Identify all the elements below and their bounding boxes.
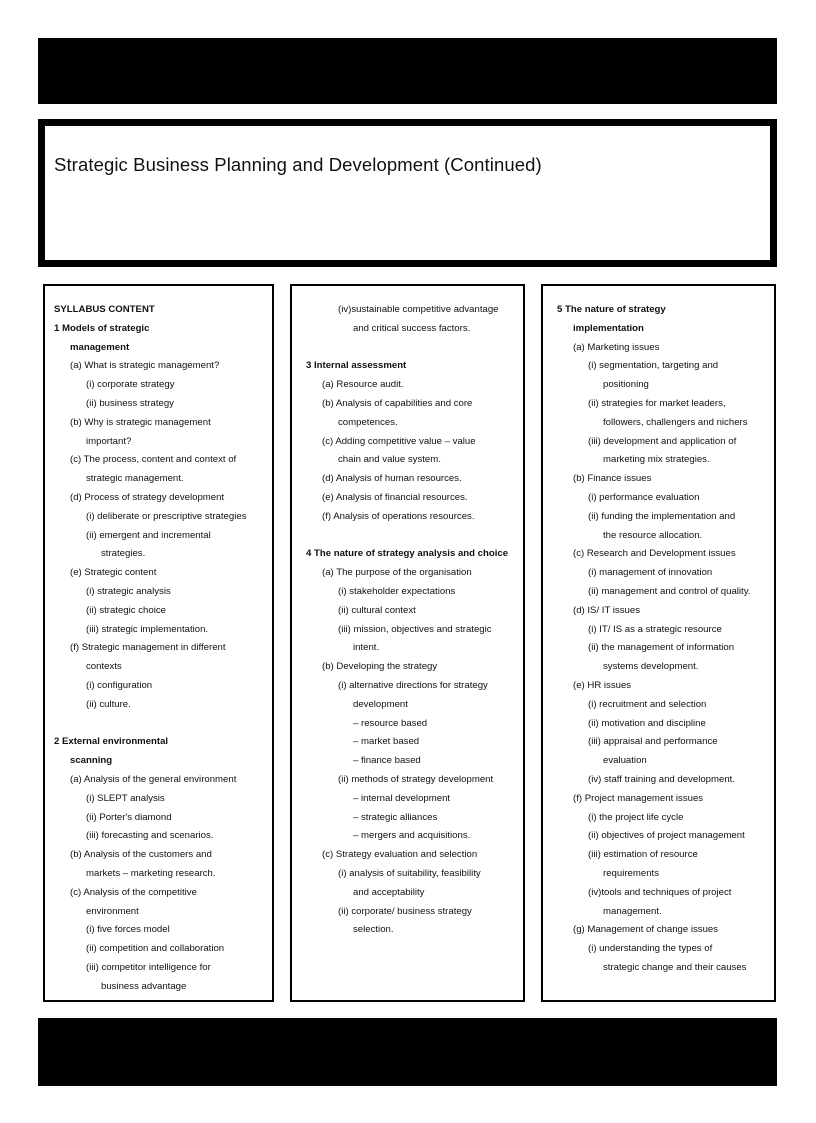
syllabus-line: (ii) management and control of quality.: [588, 585, 751, 597]
syllabus-line: (i) performance evaluation: [588, 491, 700, 503]
syllabus-line: (ii) business strategy: [86, 397, 174, 409]
section-heading: 4 The nature of strategy analysis and choice: [306, 548, 509, 560]
syllabus-line: business advantage: [101, 980, 187, 992]
syllabus-line: (c) Analysis of the competitive: [70, 886, 197, 898]
syllabus-line: – strategic alliances: [353, 811, 438, 823]
syllabus-line: (iv)tools and techniques of project: [588, 886, 732, 898]
syllabus-line: (b) Analysis of capabilities and core: [322, 397, 473, 409]
syllabus-column-3: [541, 284, 776, 1002]
syllabus-line: (ii) objectives of project management: [588, 830, 745, 842]
syllabus-line: (c) Research and Development issues: [573, 548, 736, 560]
syllabus-column-2: [290, 284, 525, 1002]
syllabus-line: evaluation: [603, 755, 647, 767]
syllabus-line: (i) five forces model: [86, 924, 170, 936]
syllabus-line: (e) Strategic content: [70, 567, 157, 579]
syllabus-line: (ii) corporate/ business strategy: [338, 905, 472, 917]
syllabus-line: markets – marketing research.: [86, 867, 216, 879]
syllabus-line: – resource based: [353, 717, 428, 729]
syllabus-line: and acceptability: [353, 886, 425, 898]
syllabus-line: (a) What is strategic management?: [70, 360, 220, 372]
syllabus-line: the resource allocation.: [603, 529, 703, 541]
syllabus-line: (c) The process, content and context of: [70, 454, 237, 466]
syllabus-line: (iii) development and application of: [588, 435, 737, 447]
syllabus-line: (iii) appraisal and performance: [588, 736, 718, 748]
syllabus-line: competences.: [338, 416, 398, 428]
syllabus-line: (i) segmentation, targeting and: [588, 360, 719, 372]
page-title: Strategic Business Planning and Development (Continued): [54, 154, 542, 175]
syllabus-line: – finance based: [353, 755, 421, 767]
syllabus-line: (i) stakeholder expectations: [338, 585, 456, 597]
section-heading: 3 Internal assessment: [306, 360, 407, 372]
syllabus-line: positioning: [603, 379, 649, 391]
top-banner: [38, 38, 777, 104]
syllabus-line: (ii) funding the implementation and: [588, 510, 736, 522]
syllabus-line: (ii) methods of strategy development: [338, 773, 494, 785]
syllabus-line: (e) HR issues: [573, 679, 632, 691]
syllabus-line: (ii) strategies for market leaders,: [588, 397, 726, 409]
syllabus-line: (ii) culture.: [86, 698, 131, 710]
syllabus-line: – market based: [353, 736, 420, 748]
syllabus-line: (b) Why is strategic management: [70, 416, 211, 428]
syllabus-line: (ii) Porter's diamond: [86, 811, 172, 823]
syllabus-line: – mergers and acquisitions.: [353, 830, 471, 842]
title-box-inner: [45, 126, 770, 260]
syllabus-line: (iv) staff training and development.: [588, 773, 736, 785]
syllabus-line: (i) management of innovation: [588, 567, 713, 579]
syllabus-line: (i) the project life cycle: [588, 811, 684, 823]
syllabus-line: (i) understanding the types of: [588, 943, 713, 955]
section-heading: 2 External environmental: [54, 736, 169, 748]
syllabus-line: (ii) the management of information: [588, 642, 735, 654]
syllabus-line: (i) alternative directions for strategy: [338, 679, 488, 691]
syllabus-line: selection.: [353, 924, 394, 936]
syllabus-line: (iii) mission, objectives and strategic: [338, 623, 492, 635]
syllabus-list-3: [543, 301, 774, 978]
syllabus-line: intent.: [353, 642, 380, 654]
syllabus-line: and critical success factors.: [353, 322, 471, 334]
syllabus-line: management.: [603, 905, 662, 917]
syllabus-line: (b) Developing the strategy: [322, 661, 438, 673]
syllabus-line: (ii) cultural context: [338, 604, 416, 616]
syllabus-line: (i) deliberate or prescriptive strategies: [86, 510, 247, 522]
syllabus-line: contexts: [86, 661, 122, 673]
syllabus-line: (f) Project management issues: [573, 792, 704, 804]
syllabus-line: (ii) motivation and discipline: [588, 717, 706, 729]
syllabus-line: strategic change and their causes: [603, 961, 747, 973]
syllabus-line: (iii) forecasting and scenarios.: [86, 830, 214, 842]
syllabus-line: (iii) estimation of resource: [588, 849, 698, 861]
syllabus-line: (b) Finance issues: [573, 473, 652, 485]
syllabus-line: (iii) strategic implementation.: [86, 623, 209, 635]
syllabus-line: (b) Analysis of the customers and: [70, 849, 212, 861]
syllabus-line: (ii) emergent and incremental: [86, 529, 211, 541]
syllabus-line: (i) corporate strategy: [86, 379, 175, 391]
syllabus-line: environment: [86, 905, 139, 917]
syllabus-line: (d) IS/ IT issues: [573, 604, 640, 616]
syllabus-line: (f) Strategic management in different: [70, 642, 226, 654]
spacer: [45, 715, 272, 734]
syllabus-line: marketing mix strategies.: [603, 454, 710, 466]
syllabus-line: (a) Marketing issues: [573, 341, 660, 353]
syllabus-line: (g) Management of change issues: [573, 924, 719, 936]
syllabus-line: (d) Process of strategy development: [70, 491, 225, 503]
syllabus-line: (i) strategic analysis: [86, 585, 171, 597]
syllabus-line: (a) The purpose of the organisation: [322, 567, 472, 579]
syllabus-line: systems development.: [603, 661, 699, 673]
syllabus-line: (i) recruitment and selection: [588, 698, 707, 710]
section-heading: 1 Models of strategic: [54, 322, 150, 334]
section-heading: implementation: [573, 322, 644, 334]
syllabus-list-1: [45, 301, 272, 996]
section-heading: management: [70, 341, 130, 353]
syllabus-line: (i) analysis of suitability, feasibility: [338, 867, 481, 879]
syllabus-line: (c) Strategy evaluation and selection: [322, 849, 478, 861]
syllabus-line: development: [353, 698, 408, 710]
syllabus-line: (c) Adding competitive value – value: [322, 435, 476, 447]
syllabus-line: important?: [86, 435, 132, 447]
syllabus-line: followers, challengers and nichers: [603, 416, 748, 428]
syllabus-line: (a) Analysis of the general environment: [70, 773, 237, 785]
syllabus-column-1: [43, 284, 274, 1002]
syllabus-line: chain and value system.: [338, 454, 441, 466]
syllabus-line: strategic management.: [86, 473, 184, 485]
syllabus-line: (i) configuration: [86, 679, 153, 691]
syllabus-line: (ii) competition and collaboration: [86, 943, 225, 955]
syllabus-line: (iv)sustainable competitive advantage: [338, 304, 499, 315]
syllabus-line: (e) Analysis of financial resources.: [322, 491, 468, 503]
syllabus-line: (f) Analysis of operations resources.: [322, 510, 475, 522]
syllabus-line: strategies.: [101, 548, 146, 560]
title-box: [38, 119, 777, 267]
syllabus-line: (i) SLEPT analysis: [86, 792, 165, 804]
spacer: [292, 339, 523, 358]
section-heading: 5 The nature of strategy: [557, 304, 666, 315]
syllabus-line: – internal development: [353, 792, 451, 804]
syllabus-list-2: [292, 301, 523, 940]
bottom-banner: [38, 1018, 777, 1086]
syllabus-line: (iii) competitor intelligence for: [86, 961, 211, 973]
syllabus-line: (d) Analysis of human resources.: [322, 473, 462, 485]
syllabus-line: (ii) strategic choice: [86, 604, 166, 616]
syllabus-line: (a) Resource audit.: [322, 379, 404, 391]
syllabus-line: requirements: [603, 867, 659, 879]
section-heading: SYLLABUS CONTENT: [54, 304, 155, 315]
syllabus-line: (i) IT/ IS as a strategic resource: [588, 623, 722, 635]
section-heading: scanning: [70, 755, 113, 767]
spacer: [292, 527, 523, 546]
